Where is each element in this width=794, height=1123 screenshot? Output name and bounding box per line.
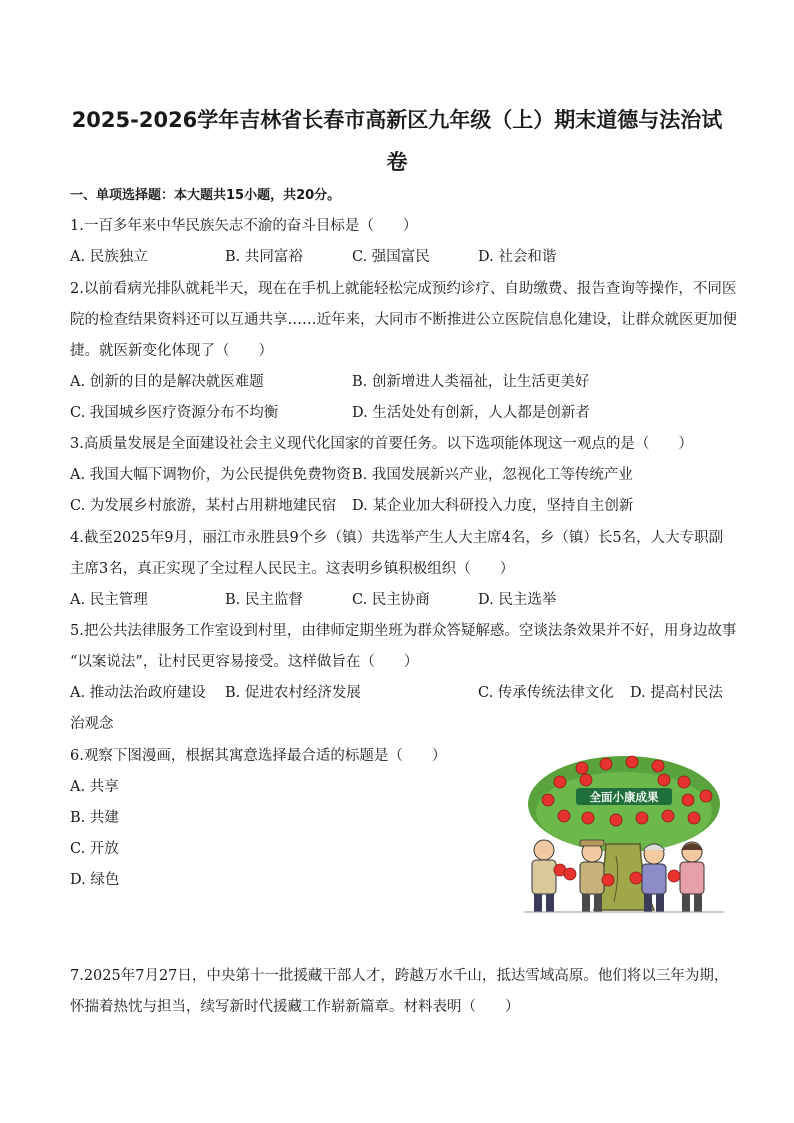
question-1-option-d: D. 社会和谐 — [478, 249, 557, 265]
question-6-option-a: A. 共享 — [70, 779, 119, 795]
question-5-option-c: C. 传承传统法律文化 — [478, 685, 614, 701]
question-6-option-c: C. 开放 — [70, 841, 119, 857]
question-6-option-b: B. 共建 — [70, 810, 119, 826]
question-5-stem-line2: “以案说法”，让村民更容易接受。这样做旨在（ ） — [70, 654, 419, 670]
question-5-option-b: B. 促进农村经济发展 — [225, 685, 361, 701]
question-2-stem-line3: 捷。就医新变化体现了（ ） — [70, 343, 273, 359]
question-7-stem-line2: 怀揣着热忱与担当，续写新时代援藏工作崭新篇章。材料表明（ ） — [70, 999, 520, 1015]
question-3-option-c: C. 为发展乡村旅游，某村占用耕地建民宿 — [70, 498, 337, 514]
question-4-option-c: C. 民主协商 — [352, 592, 430, 608]
question-4-option-b: B. 民主监督 — [225, 592, 303, 608]
question-5-option-a: A. 推动法治政府建设 — [70, 685, 206, 701]
exam-title-line1: 2025-2026学年吉林省长春市高新区九年级（上）期末道德与法治试 — [71, 108, 723, 132]
question-3-option-b: B. 我国发展新兴产业，忽视化工等传统产业 — [352, 467, 633, 483]
question-1-option-b: B. 共同富裕 — [225, 249, 303, 265]
question-2-stem-line1: 2.以前看病光排队就耗半天，现在在手机上就能轻松完成预约诊疗、自助缴费、报告查询等操作，不同医 — [70, 281, 737, 297]
question-4-stem-line2: 主席3名，真正实现了全过程人民民主。这表明乡镇积极组织（ ） — [70, 561, 515, 577]
question-6-option-d: D. 绿色 — [70, 872, 120, 888]
question-1-stem: 1.一百多年来中华民族矢志不渝的奋斗目标是（ ） — [70, 218, 418, 234]
question-2-option-d: D. 生活处处有创新，人人都是创新者 — [352, 405, 590, 421]
question-3-stem: 3.高质量发展是全面建设社会主义现代化国家的首要任务。以下选项能体现这一观点的是（ ） — [70, 436, 693, 452]
question-6-stem: 6.观察下图漫画，根据其寓意选择最合适的标题是（ ） — [70, 748, 447, 764]
question-4-option-a: A. 民主管理 — [70, 592, 148, 608]
person-1 — [532, 840, 566, 912]
question-2-option-a: A. 创新的目的是解决就医难题 — [70, 374, 264, 390]
question-2-option-c: C. 我国城乡医疗资源分布不均衡 — [70, 405, 279, 421]
person-4 — [668, 842, 704, 912]
question-2-stem-line2: 院的检查结果资料还可以互通共享……近年来，大同市不断推进公立医院信息化建设，让群众就医更加便 — [70, 312, 737, 328]
tree-banner-label: 全面小康成果 — [589, 790, 659, 804]
question-4-stem-line1: 4.截至2025年9月，丽江市永胜县9个乡（镇）共选举产生人大主席4名，乡（镇）长5名，人大专职副 — [70, 530, 724, 546]
exam-title-line2: 卷 — [386, 150, 408, 174]
section-heading: 一、单项选择题：本大题共15小题，共20分。 — [70, 188, 341, 203]
question-5-option-d-wrap: 治观念 — [70, 716, 114, 732]
cartoon-tree-image — [524, 752, 724, 914]
question-1-option-a: A. 民族独立 — [70, 249, 148, 265]
question-2-option-b: B. 创新增进人类福祉，让生活更美好 — [352, 374, 590, 390]
question-3-option-d: D. 某企业加大科研投入力度，坚持自主创新 — [352, 498, 634, 514]
question-5-stem-line1: 5.把公共法律服务工作室设到村里，由律师定期坐班为群众答疑解惑。空谈法条效果并不好，用身边故事 — [70, 623, 737, 639]
question-1-option-c: C. 强国富民 — [352, 249, 430, 265]
question-4-option-d: D. 民主选举 — [478, 592, 557, 608]
question-5-option-d: D. 提高村民法 — [630, 685, 723, 701]
question-3-option-a: A. 我国大幅下调物价，为公民提供免费物资 — [70, 467, 351, 483]
question-7-stem-line1: 7.2025年7月27日，中央第十一批援藏干部人才，跨越万水千山，抵达雪域高原。他们将以三年为期， — [70, 968, 729, 984]
